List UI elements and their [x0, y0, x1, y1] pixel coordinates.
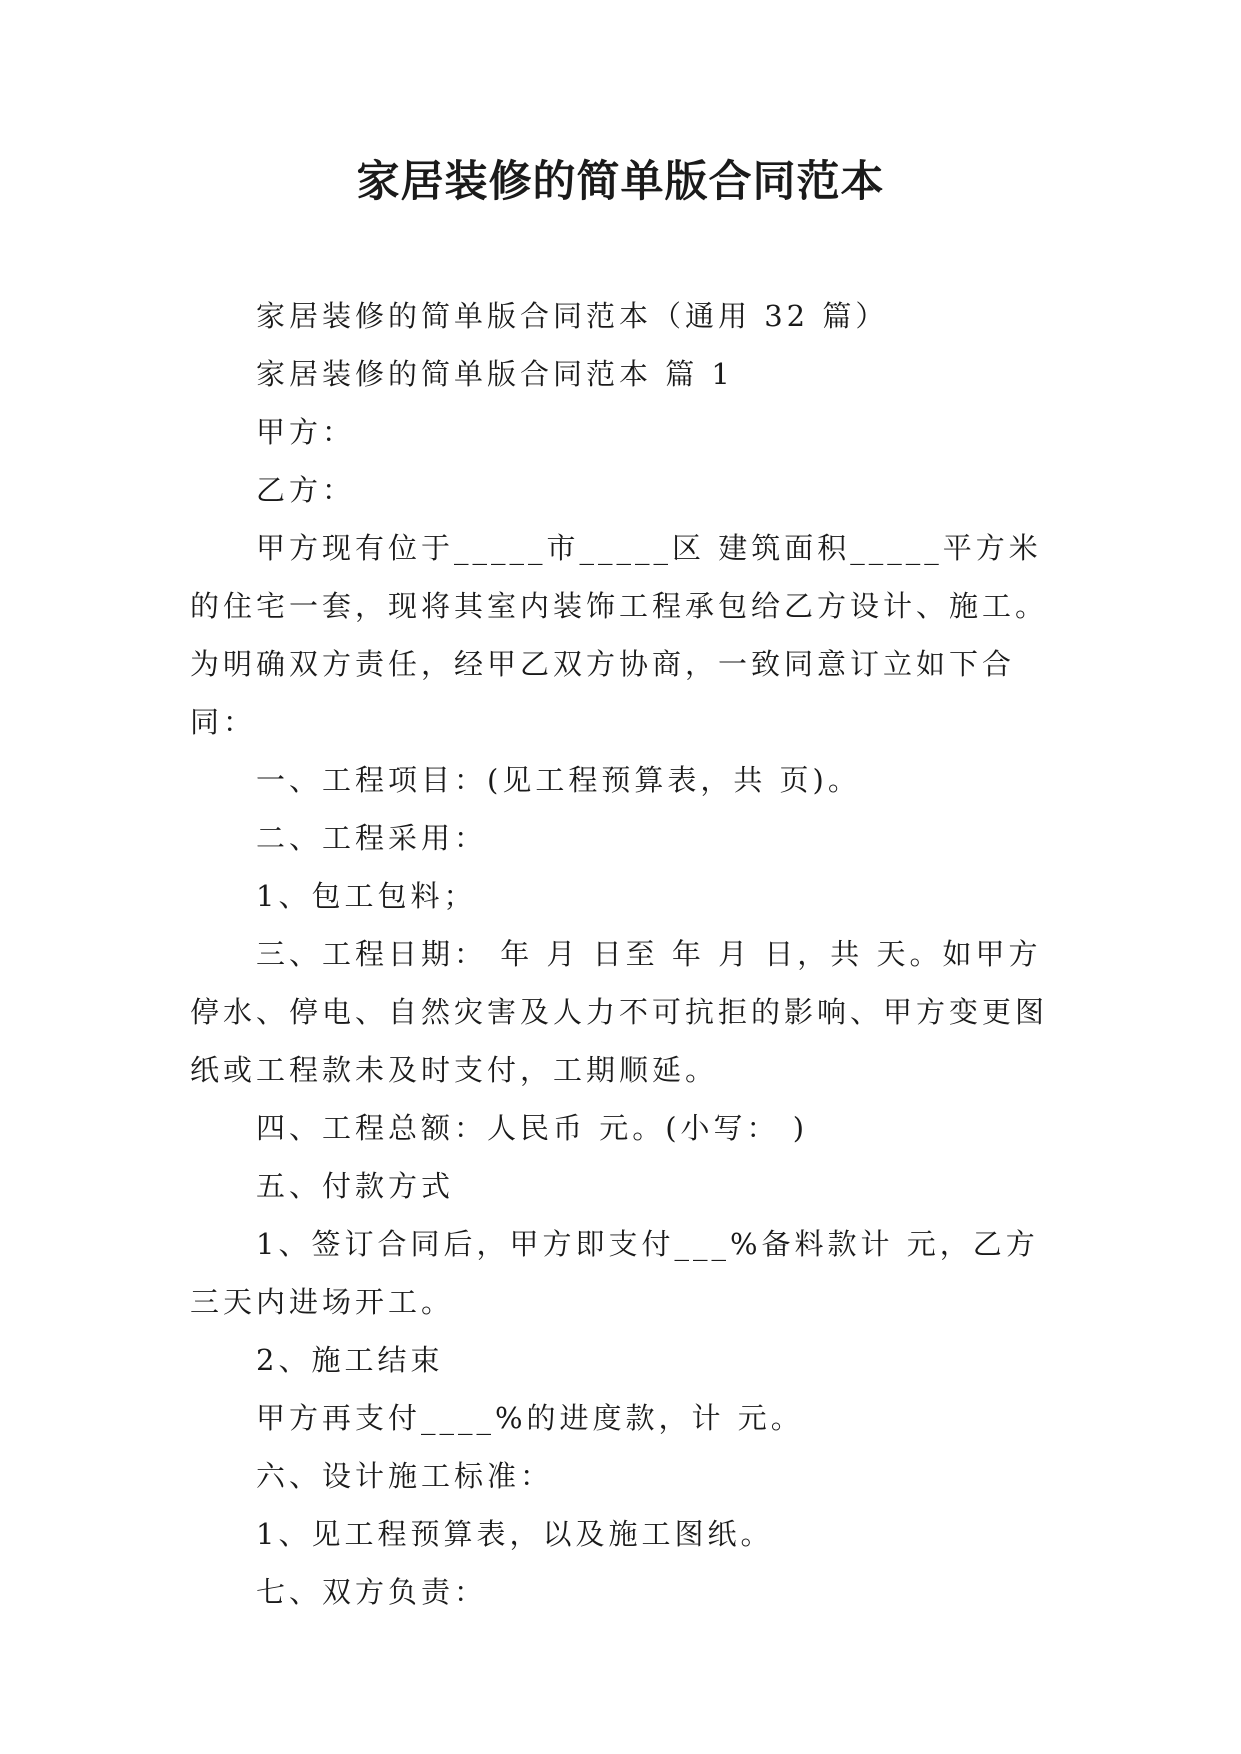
paragraph-clause-5-item-2-detail: 甲方再支付____%的进度款，计 元。 [256, 1401, 804, 1435]
paragraph-preamble: 甲方现有位于_____市_____区 建筑面积_____平方米的住宅一套，现将其室内装饰工程承包给乙方设计、施工。为明确双方责任，经甲乙双方协商，一致同意订立如下合同： [190, 531, 1049, 739]
paragraph-clause-6: 六、设计施工标准： [256, 1459, 554, 1493]
paragraph-party-a: 甲方： [256, 415, 356, 449]
paragraph-clause-2: 二、工程采用： [256, 821, 488, 855]
paragraph-clause-5-item-2: 2、施工结束 [256, 1343, 444, 1377]
paragraph-clause-5-item-1: 1、签订合同后，甲方即支付___%备料款计 元，乙方三天内进场开工。 [190, 1227, 1039, 1319]
paragraph-clause-7: 七、双方负责： [256, 1575, 488, 1609]
paragraph-clause-4: 四、工程总额：人民币 元。(小写： ) [256, 1111, 809, 1145]
document-title: 家居装修的简单版合同范本 [356, 157, 885, 207]
paragraph-clause-6-item-1: 1、见工程预算表，以及施工图纸。 [256, 1517, 774, 1551]
paragraph-subtitle: 家居装修的简单版合同范本（通用 32 篇） [256, 299, 889, 333]
paragraph-section-heading: 家居装修的简单版合同范本 篇 1 [256, 357, 734, 391]
paragraph-clause-1: 一、工程项目：(见工程预算表，共 页)。 [256, 763, 861, 797]
paragraph-clause-3: 三、工程日期： 年 月 日至 年 月 日，共 天。如甲方停水、停电、自然灾害及人力不可抗拒的影响、甲方变更图纸或工程款未及时支付，工期顺延。 [190, 937, 1049, 1087]
paragraph-clause-2-item-1: 1、包工包料； [256, 879, 477, 913]
document-body [190, 287, 1060, 1621]
paragraph-party-b: 乙方： [256, 473, 356, 507]
paragraph-clause-5: 五、付款方式 [256, 1169, 455, 1203]
